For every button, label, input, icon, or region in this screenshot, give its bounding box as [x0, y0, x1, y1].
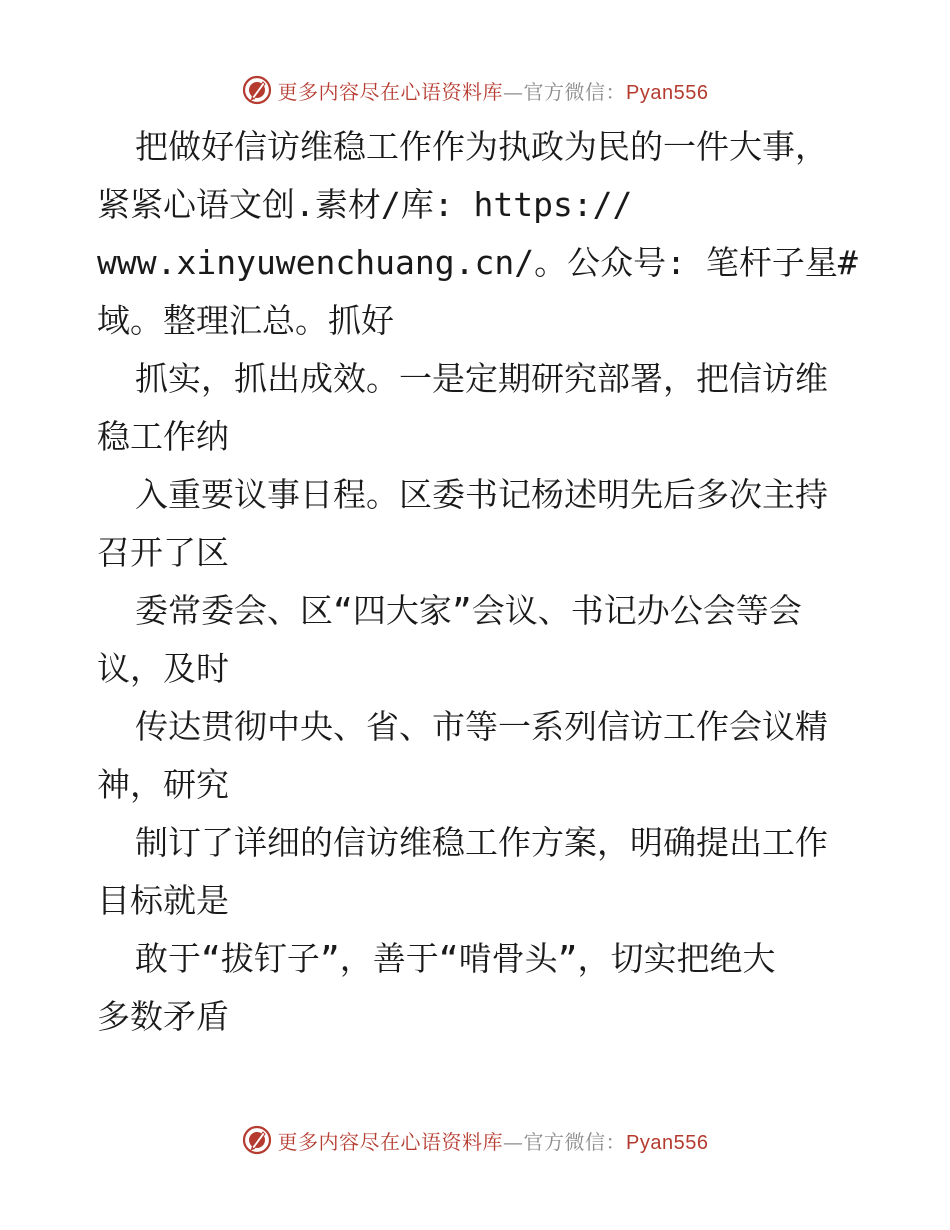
body-line: 入重要议事日程。区委书记杨述明先后多次主持 — [135, 475, 828, 514]
body-line: 制订了详细的信访维稳工作方案，明确提出工作 — [135, 823, 828, 862]
header-banner-title: 更多内容尽在心语资料库 — [277, 79, 504, 104]
header-banner-dash: — — [503, 79, 524, 104]
document-body — [97, 118, 857, 1046]
body-line: 召开了区 — [97, 533, 229, 572]
footer-banner — [0, 1120, 950, 1160]
body-line: 稳工作纳 — [97, 417, 229, 456]
footer-banner-title: 更多内容尽在心语资料库 — [277, 1129, 504, 1154]
footer-banner-wechat-label: 官方微信： — [523, 1129, 627, 1154]
body-line: 目标就是 — [97, 881, 229, 920]
footer-banner-dash: — — [503, 1129, 524, 1154]
body-line: 传达贯彻中央、省、市等一系列信访工作会议精 — [135, 707, 828, 746]
body-line: 域。整理汇总。抓好 — [97, 301, 394, 340]
footer-banner-text — [278, 1126, 709, 1155]
body-line: 抓实，抓出成效。一是定期研究部署，把信访维 — [135, 359, 828, 398]
body-line: www.xinyuwenchuang.cn/。公众号: 笔杆子星# — [97, 243, 858, 282]
body-line: 多数矛盾 — [97, 997, 229, 1036]
header-banner-text — [278, 76, 709, 105]
body-line: 敢于“拔钉子”，善于“啃骨头”，切实把绝大 — [135, 939, 776, 978]
body-line: 把做好信访维稳工作作为执政为民的一件大事， — [135, 127, 828, 166]
body-line: 议，及时 — [97, 649, 229, 688]
body-line: 神，研究 — [97, 765, 229, 804]
footer-banner-handle: Pyan556 — [626, 1131, 709, 1154]
pen-logo-icon — [242, 75, 272, 105]
pen-logo-icon — [242, 1125, 272, 1155]
header-banner-handle: Pyan556 — [626, 81, 709, 104]
body-line: 紧紧心语文创.素材/库: https:// — [97, 185, 633, 224]
body-line: 委常委会、区“四大家”会议、书记办公会等会 — [135, 591, 802, 630]
header-banner-wechat-label: 官方微信： — [523, 79, 627, 104]
header-banner — [0, 70, 950, 110]
